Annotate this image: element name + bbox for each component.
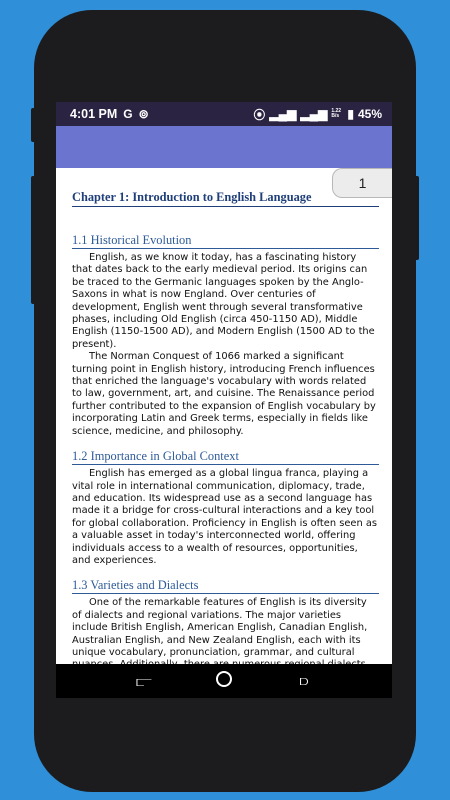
section-title: 1.2 Importance in Global Context bbox=[72, 449, 379, 465]
section-title: 1.3 Varieties and Dialects bbox=[72, 578, 379, 594]
battery-level: 45% bbox=[357, 107, 382, 121]
paragraph: English, as we know it today, has a fascinating history that dates back to the early medieval period. Its origins can be traced to the Germanic languages spoken by the Anglo-Saxons in what is now England. Over centuries of development, English went through several transformative phases, including Old English (circa 450-1150 AD), Middle English (1150-1500 AD), and Modern English (1500 AD to the present). bbox=[72, 252, 375, 350]
section-title: 1.1 Historical Evolution bbox=[72, 233, 379, 249]
back-icon[interactable]: ⫐ bbox=[299, 672, 309, 690]
chapter-title: Chapter 1: Introduction to English Language bbox=[72, 190, 379, 207]
data-speed-icon: 1.22 B/s bbox=[331, 108, 342, 119]
status-time: 4:01 PM bbox=[70, 107, 118, 121]
battery-icon: ▮ bbox=[347, 107, 354, 121]
navigation-bar bbox=[56, 664, 392, 698]
signal-icon: ▂▄▆ bbox=[269, 107, 297, 121]
document-page[interactable] bbox=[56, 168, 392, 672]
page-number-badge[interactable]: 1 bbox=[332, 168, 392, 198]
google-icon: G bbox=[123, 107, 133, 121]
paragraph: English has emerged as a global lingua franca, playing a vital role in international communication, diplomacy, trade, and education. Its widespread use as a second language has made it a bridge for cross-cultural interactions and a key tool for global collaboration. Proficiency in English is often seen as a valuable asset in today's interconnected world, offering individuals access to a wealth of resources, opportunities, and experiences. bbox=[72, 468, 377, 566]
volume-button bbox=[31, 248, 37, 304]
vpn-shield-icon: ⊚ bbox=[138, 107, 149, 121]
app-bar bbox=[56, 126, 392, 168]
phone-screen bbox=[56, 102, 392, 698]
volume-button bbox=[31, 108, 37, 142]
home-icon[interactable] bbox=[212, 671, 236, 691]
recents-icon[interactable]: ⫍ bbox=[136, 672, 152, 690]
power-button bbox=[413, 176, 419, 260]
signal-icon: ▂▄▆ bbox=[300, 107, 328, 121]
paragraph: The Norman Conquest of 1066 marked a significant turning point in English history, introducing French influences that enriched the language's vocabulary with words related to law, government, art, and cuisine. The Renaissance period further contributed to the expansion of English vocabulary by incorporating Latin and Greek terms, especially in fields like science, medicine, and philosophy. bbox=[72, 351, 376, 437]
hotspot-icon: ⦿ bbox=[253, 107, 266, 122]
paragraph: One of the remarkable features of English is its diversity of dialects and regional variations. The major varieties include British English, American English, Canadian English, Australian English, and New Zealand English, each with its unique vocabulary, pronunciation, grammar, and cultural bbox=[72, 597, 368, 658]
status-bar bbox=[56, 102, 392, 126]
